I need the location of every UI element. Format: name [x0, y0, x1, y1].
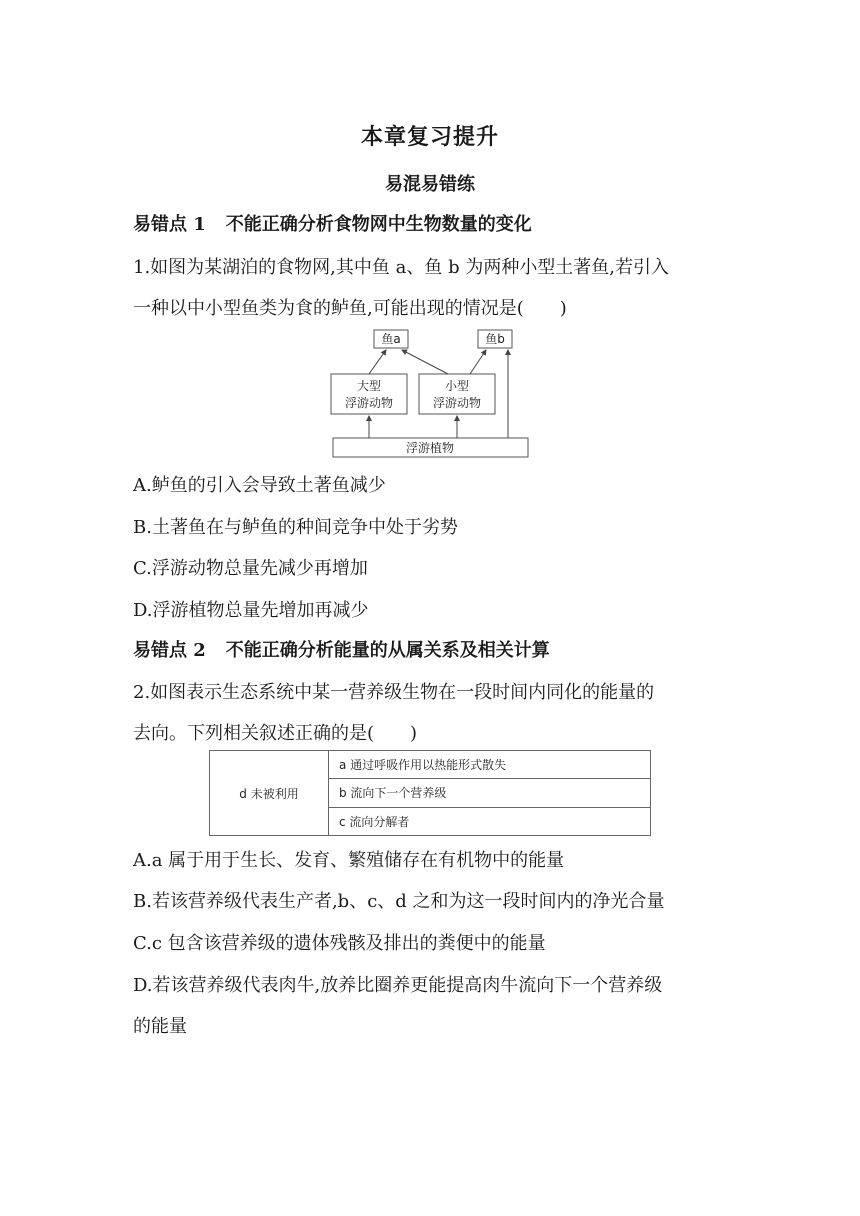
next-trophic-level-row: b 流向下一个营养级 — [329, 779, 650, 807]
page-title: 本章复习提升 — [360, 124, 499, 150]
question-2-option-a: A.a 属于用于生长、发育、繁殖储存在有机物中的能量 — [133, 850, 565, 871]
energy-destinations — [329, 751, 650, 835]
error-point-1-heading — [133, 210, 532, 236]
question-1-option-c: C.浮游动物总量先减少再增加 — [133, 558, 368, 579]
large-zooplankton-label-2: 浮游动物 — [344, 396, 394, 410]
small-zooplankton-label-1: 小型 — [444, 379, 470, 393]
question-1-option-b: B.土著鱼在与鲈鱼的种间竞争中处于劣势 — [133, 517, 458, 538]
arrow-large-to-fish-a — [369, 350, 386, 374]
arrow-small-to-fish-a — [402, 350, 448, 374]
fish-b-label: 鱼b — [485, 332, 505, 346]
error-point-1-label: 易错点 1 — [133, 214, 206, 235]
question-2-stem-line-2: 去向。下列相关叙述正确的是( ) — [133, 723, 418, 744]
error-point-2-label: 易错点 2 — [133, 640, 206, 661]
question-1-stem-line-1: 1.如图为某湖泊的食物网,其中鱼 a、鱼 b 为两种小型土著鱼,若引入 — [133, 257, 670, 278]
error-point-2-heading — [133, 636, 550, 662]
question-1-stem-line-2: 一种以中小型鱼类为食的鲈鱼,可能出现的情况是( ) — [133, 298, 567, 319]
question-2-option-c: C.c 包含该营养级的遗体残骸及排出的粪便中的能量 — [133, 933, 546, 954]
phytoplankton-label: 浮游植物 — [405, 441, 455, 455]
error-point-1-text: 不能正确分析食物网中生物数量的变化 — [225, 214, 532, 235]
question-2-option-d-continued: 的能量 — [133, 1016, 187, 1037]
question-1-option-d: D.浮游植物总量先增加再减少 — [133, 600, 369, 621]
section-subtitle: 易混易错练 — [385, 174, 475, 195]
decomposer-row: c 流向分解者 — [339, 814, 410, 829]
question-2-stem-line-1: 2.如图表示生态系统中某一营养级生物在一段时间内同化的能量的 — [133, 682, 655, 703]
arrow-small-to-fish-b — [470, 350, 486, 374]
large-zooplankton-label-1: 大型 — [356, 379, 382, 393]
energy-flow-table — [209, 750, 651, 836]
question-1-option-a: A.鲈鱼的引入会导致土著鱼减少 — [133, 475, 386, 496]
question-2-option-d: D.若该营养级代表肉牛,放养比圈养更能提高肉牛流向下一个营养级 — [133, 975, 663, 996]
small-zooplankton-label-2: 浮游动物 — [432, 396, 482, 410]
respiration-heat-row: a 通过呼吸作用以热能形式散失 — [329, 751, 650, 779]
question-2-option-b: B.若该营养级代表生产者,b、c、d 之和为这一段时间内的净光合量 — [133, 891, 665, 912]
unused-energy-cell: d 未被利用 — [210, 751, 329, 835]
fish-a-label: 鱼a — [381, 332, 401, 346]
error-point-2-text: 不能正确分析能量的从属关系及相关计算 — [225, 640, 550, 661]
food-web-diagram — [330, 326, 530, 460]
